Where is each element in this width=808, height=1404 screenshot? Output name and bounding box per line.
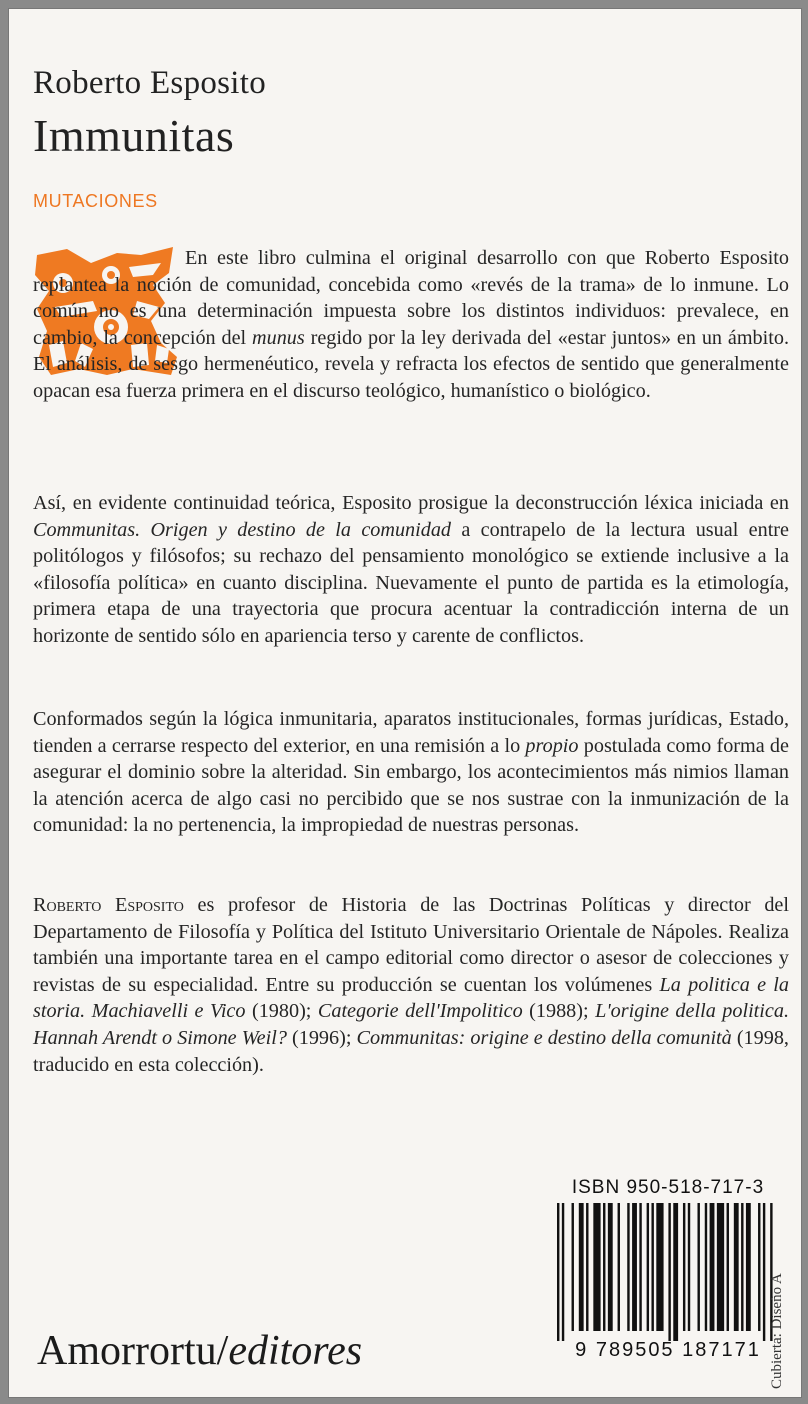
barcode-bar: [618, 1203, 620, 1331]
description-paragraph-1: [33, 245, 789, 405]
italic-title: Categorie dell'Impolitico: [317, 1000, 523, 1023]
barcode-bar: [705, 1203, 707, 1331]
barcode-bar: [734, 1203, 739, 1331]
barcode-bar: [593, 1203, 600, 1331]
barcode-bar: [579, 1203, 584, 1331]
barcode-bar: [668, 1203, 670, 1341]
publisher-suffix: editores: [228, 1328, 363, 1374]
text-run: Así, en evidente continuidad teórica, Esposito prosigue la deconstrucción léxica iniciada en: [33, 492, 789, 514]
text-run: En este libro culmina el original desarrollo con que Roberto Esposito replantea la noción de comunidad, concebida como «revés de la trama» de lo inmune. Lo común no es una determinación impuesta sobre los distintos individuos: prevalece, en cambio, la concepción del: [33, 247, 789, 349]
text-run: (1996);: [286, 1026, 357, 1049]
isbn-label: ISBN 950-518-717-3: [571, 1177, 765, 1198]
author-name: Roberto Esposito: [33, 65, 267, 101]
barcode-bar: [688, 1203, 690, 1331]
description-paragraph-2: [33, 490, 789, 650]
barcode-bar: [741, 1203, 743, 1331]
barcode-bar: [586, 1203, 588, 1331]
barcode-bar: [627, 1203, 629, 1331]
text-run: (1988);: [522, 1000, 596, 1023]
barcode-bar: [562, 1203, 564, 1341]
barcode-bar: [632, 1203, 637, 1331]
italic-title: La politica e la storia. Machiavelli e Vico: [33, 973, 789, 1023]
back-cover: [8, 8, 802, 1398]
barcode-bar: [717, 1203, 724, 1331]
barcode-bar: [673, 1203, 678, 1341]
barcode-bar: [603, 1203, 605, 1331]
cover-credit: Cubierta: Diseño A: [769, 1273, 785, 1389]
barcode-bar: [557, 1203, 559, 1341]
text-run: es profesor de Historia de las Doctrinas Políticas y director del Departamento de Filosofía y Política del Istituto Universitario Orientale de Nápoles. Realiza también una importante tarea en el campo editorial como director o asesor de colecciones y revistas de su especialidad. Entre su producción se cuentan los volúmenes: [33, 894, 789, 996]
author-bio-paragraph: [33, 892, 789, 1078]
italic-term: munus: [252, 326, 305, 349]
barcode-bar: [697, 1203, 699, 1331]
barcode-bars: [557, 1203, 775, 1341]
text-run: postulada como forma de asegurar el dominio sobre la alteridad. Sin embargo, los acontecimientos más nimios llaman la atención acerca de algo casi no percibido que se nos sustrae con la inmunización de la comunidad: la no pertenencia, la impropiedad de nuestras personas.: [33, 734, 789, 837]
text-run: Conformados según la lógica inmunitaria, aparatos institucionales, formas jurídicas, Estado, tienden a cerrarse respecto del exterior, en una remisión a lo: [33, 708, 789, 757]
barcode-bar: [647, 1203, 649, 1331]
barcode-bar: [572, 1203, 574, 1331]
publisher-logo: [37, 1327, 362, 1375]
bio-author-name: Roberto Esposito: [33, 894, 184, 916]
barcode-bar: [763, 1203, 765, 1341]
barcode-bar: [710, 1203, 715, 1331]
text-run: regido por la ley derivada del «estar juntos» en un ámbito. El análisis, de sesgo hermenéutico, revela y refracta los efectos de sentido que generalmente opacan esa fuerza primera en el discurso teológico, humanístico o biológico.: [33, 326, 789, 402]
barcode-bar: [656, 1203, 663, 1331]
barcode-bar: [746, 1203, 751, 1331]
barcode-bar: [683, 1203, 685, 1331]
italic-title: L'origine della politica. Hannah Arendt o Simone Weil?: [33, 1000, 790, 1049]
barcode-bar: [608, 1203, 613, 1331]
italic-title: Communitas. Origen y destino de la comunidad: [33, 518, 452, 541]
text-run: a contrapelo de la lectura usual entre politólogos y filósofos; su rechazo del pensamiento monológico se extiende inclusive a la «filosofía política» en cuanto disciplina. Nuevamente el punto de partida es la etimología, primera etapa de una trayectoria que procura acentuar la contradicción interna de un horizonte de sentido sólo en apariencia terso y carente de conflictos.: [33, 518, 789, 647]
book-title: Immunitas: [33, 110, 235, 161]
text-run: (1998, traducido en esta colección).: [33, 1026, 789, 1076]
publisher-separator: /: [216, 1328, 229, 1374]
barcode-bar: [727, 1203, 729, 1331]
description-paragraph-3: [33, 706, 789, 839]
barcode-bar: [758, 1203, 760, 1331]
ean-number: 9 789505 187171: [575, 1339, 761, 1361]
italic-title: Communitas: origine e destino della comunità: [356, 1026, 732, 1049]
barcode-bar: [639, 1203, 641, 1331]
series-name: MUTACIONES: [33, 191, 158, 211]
barcode: [557, 1177, 779, 1363]
barcode-bar: [651, 1203, 653, 1331]
italic-term: propio: [525, 734, 579, 757]
publisher-name: Amorrortu: [37, 1328, 217, 1374]
text-run: (1980);: [245, 1000, 318, 1023]
